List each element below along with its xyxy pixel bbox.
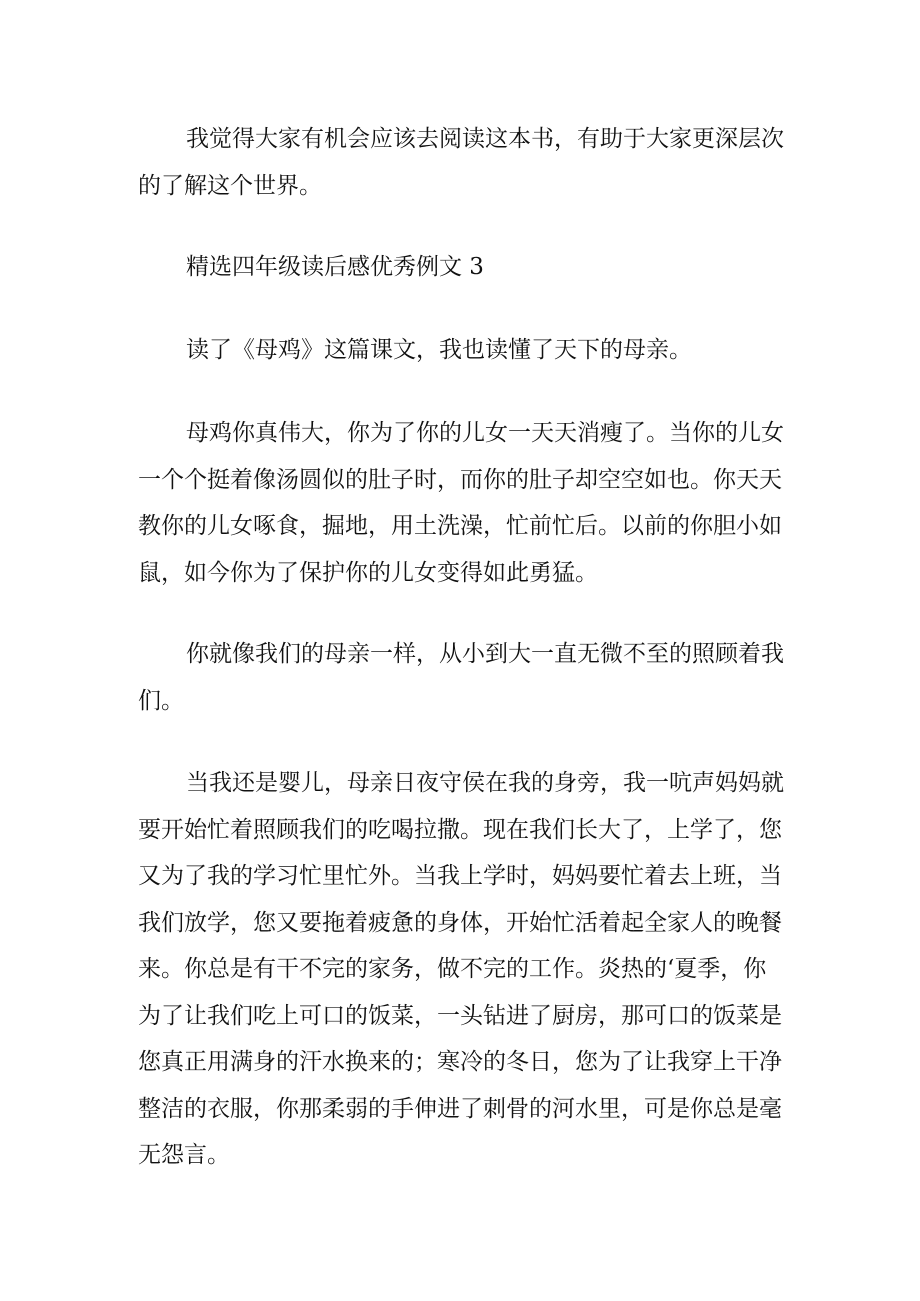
text-line: 为了让我们吃上可口的饭菜，一头钻进了厨房，那可口的饭菜是: [138, 1002, 782, 1029]
text-line: 母鸡你真伟大，你为了你的儿女一天天消瘦了。当你的儿女: [186, 420, 784, 446]
text-line: 一个个挺着像汤圆似的肚子时，而你的肚子却空空如也。你天天: [138, 466, 782, 493]
text-line: 我觉得大家有机会应该去阅读这本书，有助于大家更深层次: [186, 126, 784, 152]
text-line: 读了《母鸡》这篇课文，我也读懂了天下的母亲。: [186, 337, 692, 363]
paragraph-intro: [138, 327, 784, 374]
paragraph-hen: [138, 410, 784, 596]
paragraph-mother-care: [138, 760, 784, 1179]
text-line: 又为了我的学习忙里忙外。当我上学时，妈妈要忙着去上班，当: [138, 863, 782, 889]
text-line: 我们放学，您又要拖着疲惫的身体，开始忙活着起全家人的晚餐: [138, 909, 782, 936]
text-line: 们。: [138, 687, 184, 714]
text-line: 整洁的衣服，你那柔弱的手伸进了刺骨的河水里，可是你总是毫: [138, 1095, 782, 1122]
paragraph-recommendation: [138, 116, 784, 209]
heading-text: 精选四年级读后感优秀例文 3: [186, 254, 484, 280]
text-line: 您真正用满身的汗水换来的；寒冷的冬日，您为了让我穿上干净: [138, 1049, 782, 1075]
text-line: 教你的儿女啄食，掘地，用土洗澡，忙前忙后。以前的你胆小如: [138, 513, 782, 539]
text-line: 的了解这个世界。: [138, 172, 322, 199]
paragraph-mother-comparison: [138, 631, 784, 724]
text-line: 鼠，如今你为了保护你的儿女变得如此勇猛。: [138, 559, 598, 586]
text-line: 要开始忙着照顾我们的吃喝拉撒。现在我们长大了，上学了，您: [138, 816, 782, 843]
text-line: 无怨言。: [138, 1142, 230, 1168]
text-line: 来。你总是有干不完的家务，做不完的工作。炎热的‘夏季，你: [138, 956, 767, 982]
section-heading: [138, 244, 784, 291]
text-line: 你就像我们的母亲一样，从小到大一直无微不至的照顾着我: [186, 641, 784, 667]
text-line: 当我还是婴儿，母亲日夜守侯在我的身旁，我一吭声妈妈就: [186, 770, 784, 796]
